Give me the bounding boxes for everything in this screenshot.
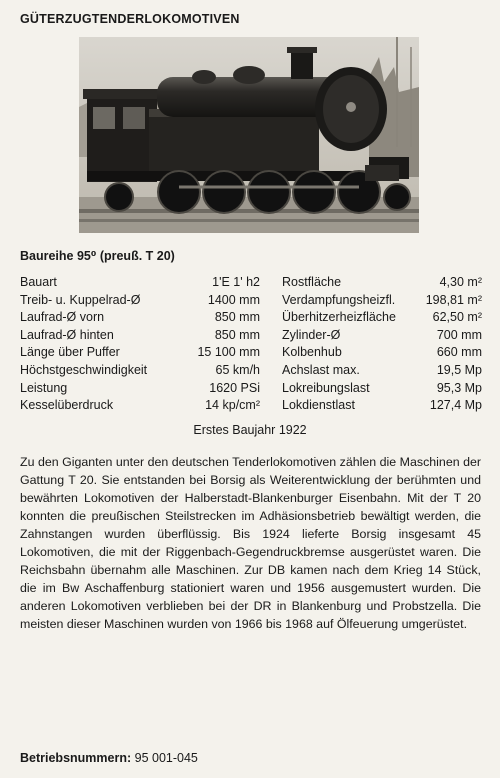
spec-label: Höchstgeschwindigkeit [20, 362, 148, 377]
spec-value: 127,4 Mp [429, 398, 482, 413]
spec-value: 1'E 1' h2 [212, 275, 260, 289]
series-title: Baureihe 95⁰ (preuß. T 20) [20, 249, 175, 263]
spec-label: Lokreibungslast [282, 380, 370, 395]
spec-row [20, 327, 482, 345]
service-numbers [20, 751, 198, 765]
spec-label: Länge über Puffer [20, 345, 120, 360]
spec-label: Laufrad-Ø hinten [20, 327, 114, 342]
spec-value: 660 mm [436, 345, 482, 360]
spec-value: 1400 mm [207, 292, 260, 307]
description-text [20, 453, 481, 633]
spec-value: 15 100 mm [197, 345, 260, 360]
spec-value: 14 kp/cm² [205, 398, 260, 413]
spec-value: 198,81 m² [425, 292, 482, 307]
spec-row [20, 362, 482, 380]
spec-label: Kolbenhub [282, 345, 342, 360]
service-numbers-value: 95 001-045 [134, 751, 198, 765]
spec-label: Leistung [20, 380, 68, 395]
spec-label: Kesselüberdruck [20, 398, 114, 413]
spec-row [20, 292, 482, 310]
spec-row [20, 274, 482, 292]
spec-value: 4,30 m² [439, 275, 482, 289]
page-header: GÜTERZUGTENDERLOKOMOTIVEN [20, 12, 240, 26]
spec-label: Treib- u. Kuppelrad-Ø [20, 292, 141, 307]
locomotive-photo [79, 37, 419, 233]
spec-value: 1620 PSi [209, 380, 260, 395]
specs-table [20, 274, 482, 415]
spec-row [20, 380, 482, 398]
spec-value: 19,5 Mp [436, 362, 482, 377]
spec-label: Achslast max. [282, 362, 360, 377]
spec-label: Bauart [20, 275, 57, 289]
description-paragraph: Zu den Giganten unter den deutschen Tenderlokomotiven zählen die Maschinen der Gattung T 20. Sie entstanden bei Borsig als Weiterentwicklung der berühmten und bewährten Lokomotiven der Halberstadt-Blankenburger Eisenbahn. Mit der T 20 konnten die preußischen Steilstrecken im Adhäsionsbetrieb bewältigt werden, die Zahnstangen wurden überflüssig. Bis 1924 lieferte Borsig insgesamt 45 Lokomotiven, die mit der Riggenbach-Gegendruckbremse ausgerüstet waren. Die Reichsbahn übernahm alle Maschinen. Zur DB kamen nach dem Krieg 14 Stück, die im Bw Aschaffenburg stationiert waren und 1956 ausgemustert wurden. Die anderen Lokomotiven verblieben bei der DR in Blankenburg und Probstzella. Die meisten dieser Maschinen wurden von 1966 bis 1968 auf Ölfeuerung umgerüstet. [20, 455, 481, 631]
spec-value: 95,3 Mp [436, 380, 482, 395]
spec-label: Zylinder-Ø [282, 327, 341, 342]
spec-row [20, 397, 482, 415]
spec-value: 62,50 m² [432, 310, 482, 325]
spec-label: Überhitzerheizfläche [282, 310, 396, 325]
spec-value: 850 mm [214, 310, 260, 325]
first-build-year: Erstes Baujahr 1922 [193, 423, 307, 437]
spec-row [20, 344, 482, 362]
spec-value: 850 mm [214, 327, 260, 342]
spec-value: 700 mm [436, 327, 482, 342]
spec-label: Laufrad-Ø vorn [20, 310, 105, 325]
spec-value: 65 km/h [215, 362, 260, 377]
spec-row [20, 309, 482, 327]
service-numbers-label: Betriebsnummern: [20, 751, 132, 765]
spec-label: Lokdienstlast [282, 398, 355, 413]
spec-label: Rostfläche [282, 275, 342, 289]
spec-label: Verdampfungsheizfl. [282, 292, 396, 307]
